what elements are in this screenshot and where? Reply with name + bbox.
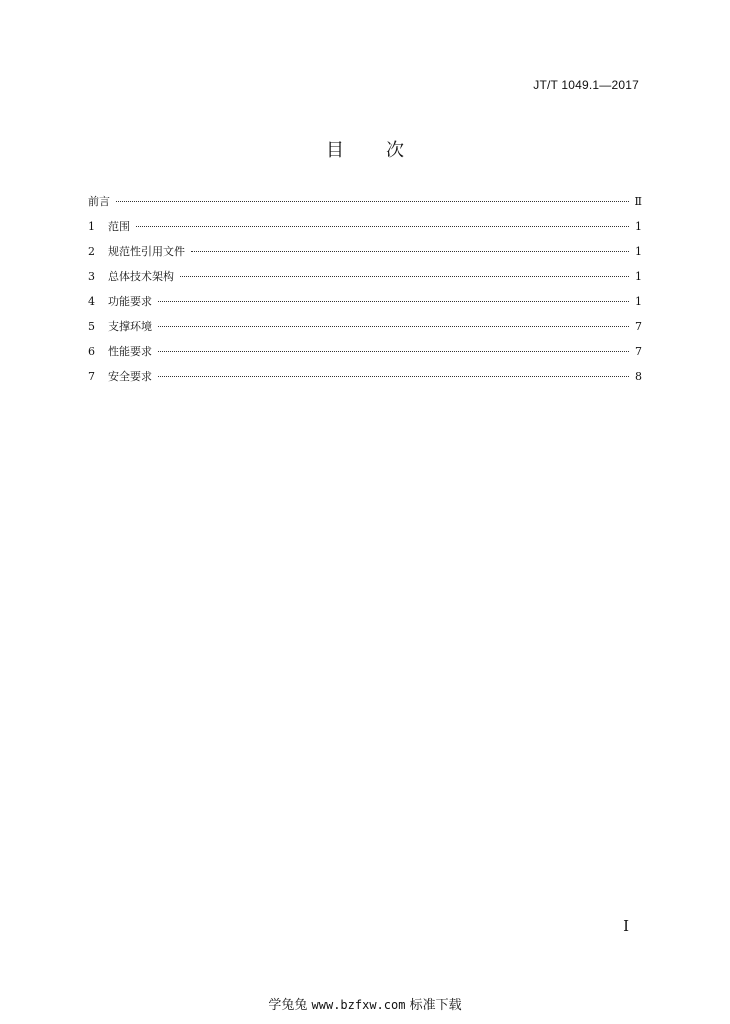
footer-watermark bbox=[0, 994, 730, 1013]
toc-heading bbox=[0, 136, 730, 162]
toc-entry-label: 范围 bbox=[108, 220, 130, 233]
toc-leader-dots bbox=[158, 301, 629, 302]
toc-leader-dots bbox=[158, 326, 629, 327]
toc-heading-part1: 目 bbox=[326, 140, 344, 161]
toc-entry-number: 5 bbox=[88, 320, 95, 333]
toc-leader-dots bbox=[136, 226, 629, 227]
toc-entry-page: 1 bbox=[635, 270, 642, 283]
footer-site-name: 学兔兔 bbox=[268, 998, 308, 1013]
toc-entry-page: 7 bbox=[635, 345, 642, 358]
toc-entry-foreword[interactable] bbox=[88, 195, 642, 220]
toc-leader-dots bbox=[180, 276, 629, 277]
toc-entry-label: 前言 bbox=[88, 195, 110, 208]
toc-entry-number: 3 bbox=[88, 270, 95, 283]
toc-entry-performance-requirements[interactable] bbox=[88, 345, 642, 370]
standard-code: JT/T 1049.1—2017 bbox=[533, 78, 639, 92]
toc-leader-dots bbox=[158, 351, 629, 352]
toc-leader-dots bbox=[158, 376, 629, 377]
toc-entry-label: 支撑环境 bbox=[108, 320, 152, 333]
toc-entry-label: 规范性引用文件 bbox=[108, 245, 185, 258]
toc-entry-label: 性能要求 bbox=[108, 345, 152, 358]
toc-heading-part2: 次 bbox=[386, 140, 404, 161]
toc-entry-architecture[interactable] bbox=[88, 270, 642, 295]
toc-entry-page: 1 bbox=[635, 295, 642, 308]
toc-entry-page: 1 bbox=[635, 220, 642, 233]
toc-leader-dots bbox=[116, 201, 629, 202]
toc-entry-normative-references[interactable] bbox=[88, 245, 642, 270]
toc-entry-number: 6 bbox=[88, 345, 95, 358]
toc-entry-page: Ⅱ bbox=[634, 195, 642, 208]
toc-entry-label: 总体技术架构 bbox=[108, 270, 174, 283]
toc-entry-functional-requirements[interactable] bbox=[88, 295, 642, 320]
toc-entry-page: 8 bbox=[635, 370, 642, 383]
toc-entry-page: 7 bbox=[635, 320, 642, 333]
page-number: Ⅰ bbox=[623, 917, 629, 935]
toc-entry-security-requirements[interactable] bbox=[88, 370, 642, 395]
toc-leader-dots bbox=[191, 251, 629, 252]
toc-entry-page: 1 bbox=[635, 245, 642, 258]
toc-entry-number: 7 bbox=[88, 370, 95, 383]
toc-entry-label: 安全要求 bbox=[108, 370, 152, 383]
toc-entry-scope[interactable] bbox=[88, 220, 642, 245]
footer-url[interactable]: www.bzfxw.com bbox=[311, 998, 406, 1012]
toc-entry-number: 2 bbox=[88, 245, 95, 258]
table-of-contents bbox=[88, 195, 642, 395]
footer-caption: 标准下载 bbox=[409, 998, 462, 1013]
toc-entry-number: 4 bbox=[88, 295, 95, 308]
toc-entry-label: 功能要求 bbox=[108, 295, 152, 308]
toc-entry-number: 1 bbox=[88, 220, 95, 233]
toc-entry-supporting-environment[interactable] bbox=[88, 320, 642, 345]
